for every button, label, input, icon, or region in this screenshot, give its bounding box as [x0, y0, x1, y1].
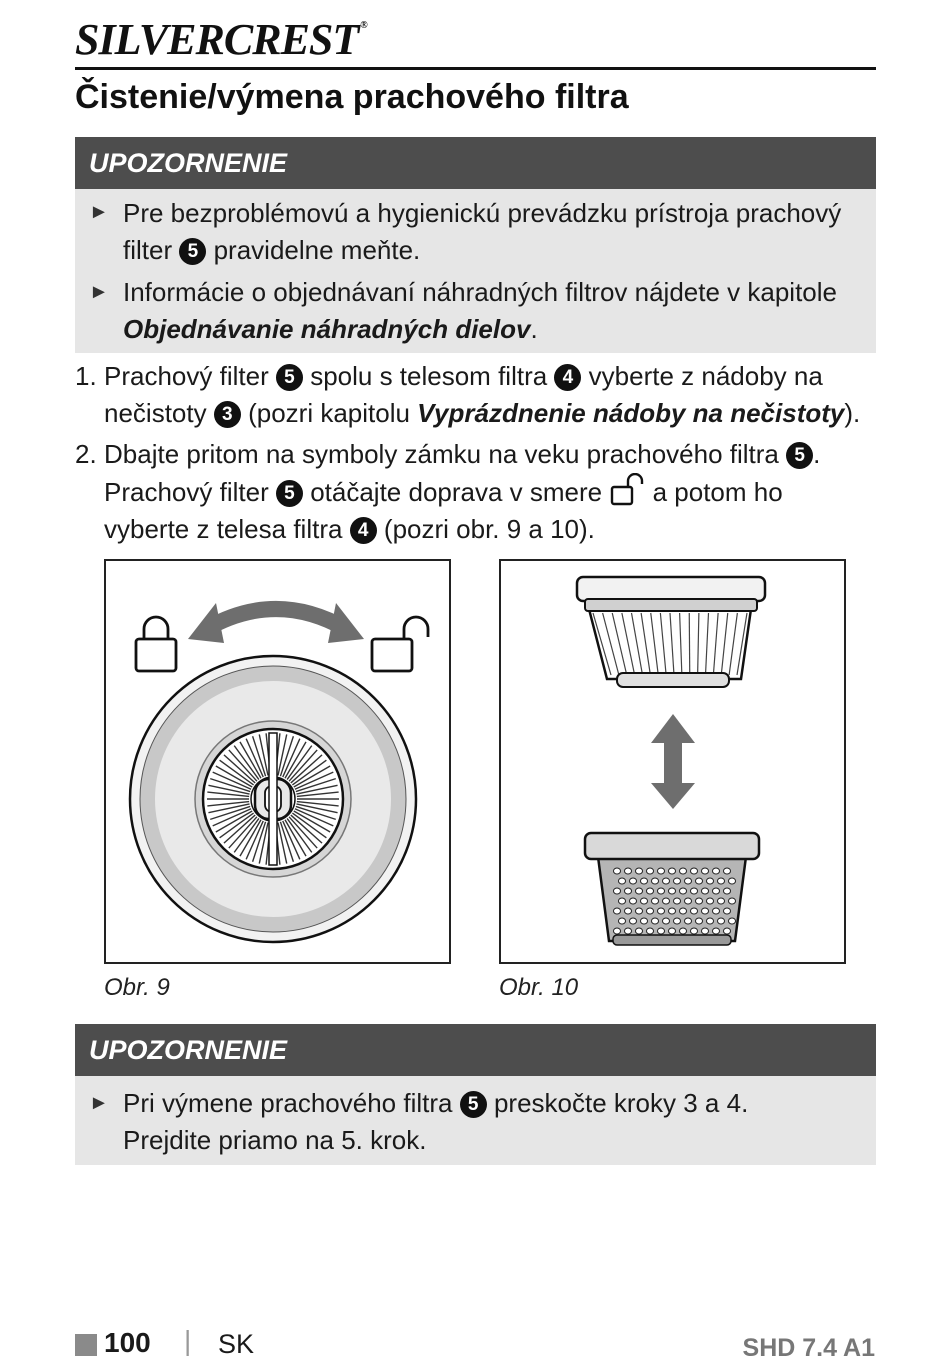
n2b: preskočte kroky 3 a 4. — [493, 1088, 749, 1118]
lock-open-icon — [372, 617, 428, 671]
n2a: Pri výmene prachového filtra — [123, 1088, 453, 1118]
s1d: nečistoty — [104, 398, 207, 428]
footer-square-icon — [75, 1334, 97, 1356]
punct: . — [530, 314, 538, 344]
page-title: Čistenie/výmena prachového filtra — [75, 78, 629, 116]
figure-10-caption: Obr. 10 — [499, 974, 579, 1001]
pleated-filter — [577, 577, 765, 687]
brand-name: SILVERCREST — [75, 15, 359, 64]
notice2-line1 — [123, 1085, 868, 1122]
s1e: (pozri kapitolu — [248, 398, 410, 428]
step1-number: 1. — [75, 361, 97, 391]
page-number: 100 — [104, 1327, 151, 1358]
s1f: ). — [844, 398, 861, 428]
ref-badge-5: 5 — [276, 364, 303, 391]
s2b: . — [813, 439, 821, 469]
s1a: Prachový filter — [104, 361, 269, 391]
step1-line2 — [104, 395, 884, 432]
figure-10 — [499, 559, 846, 964]
arrow-right-head — [328, 603, 364, 643]
step2-line3 — [104, 511, 884, 548]
ref-badge-5: 5 — [276, 480, 303, 507]
filter-housing — [585, 833, 759, 945]
brand-logo — [75, 14, 367, 65]
ref-badge-5: 5 — [460, 1091, 487, 1118]
figure-9-caption: Obr. 9 — [104, 974, 170, 1001]
ref-badge-5: 5 — [179, 238, 206, 265]
notice1-item1-line2 — [123, 232, 868, 269]
step2-line2 — [104, 473, 884, 511]
s2d: otáčajte doprava v smere — [310, 477, 603, 507]
notice1-item1-text: filter — [123, 235, 173, 265]
notice-body-1 — [75, 189, 876, 353]
notice1-item2-line2 — [123, 311, 868, 348]
step1-line1 — [104, 358, 884, 395]
lock-closed-icon — [136, 617, 176, 671]
header-rule — [75, 67, 876, 70]
ref-badge-3: 3 — [214, 401, 241, 428]
ref-badge-5: 5 — [786, 442, 813, 469]
notice1-item1 — [123, 195, 868, 269]
bullet-arrow-icon: ► — [89, 1092, 109, 1114]
bullet-arrow-icon: ► — [89, 201, 109, 223]
s1b: spolu s telesom filtra — [310, 361, 548, 391]
ref-badge-4: 4 — [554, 364, 581, 391]
notice-body-2 — [75, 1076, 876, 1165]
filter-rotation-illustration — [106, 561, 449, 962]
notice2-item — [123, 1085, 868, 1159]
footer-language: SK — [218, 1329, 255, 1359]
s2c: Prachový filter — [104, 477, 269, 507]
footer-separator: | — [184, 1325, 192, 1356]
s2e: a potom ho — [652, 477, 783, 507]
arrow-left-head — [188, 603, 224, 643]
ref-badge-4: 4 — [350, 517, 377, 544]
s2a: Dbajte pritom na symboly zámku na veku prachového filtra — [104, 439, 779, 469]
up-down-arrow — [651, 714, 695, 809]
chapter-link-empty-bin: Vyprázdnenie nádoby na nečistoty — [417, 398, 845, 428]
notice1-item1-text2: pravidelne meňte. — [213, 235, 421, 265]
notice1-item2 — [123, 274, 868, 348]
figure-9 — [104, 559, 451, 964]
s2f: vyberte z telesa filtra — [104, 514, 343, 544]
unlock-icon — [609, 473, 645, 507]
notice1-item1-line1: Pre bezproblémovú a hygienickú prevádzku prístroja prachový — [123, 198, 842, 228]
s1c: vyberte z nádoby na — [588, 361, 823, 391]
registered-mark: ® — [360, 20, 367, 31]
notice-heading-1: UPOZORNENIE — [75, 137, 876, 189]
notice1-item2-line1: Informácie o objednávaní náhradných filtrov nájdete v kapitole — [123, 277, 837, 307]
notice2-line2: Prejdite priamo na 5. krok. — [123, 1125, 427, 1155]
step1-text — [104, 358, 884, 432]
step2-text — [104, 436, 884, 548]
model-number: SHD 7.4 A1 — [742, 1334, 875, 1362]
step2-number: 2. — [75, 439, 97, 469]
bullet-arrow-icon: ► — [89, 281, 109, 303]
chapter-link-spare-parts: Objednávanie náhradných dielov — [123, 314, 531, 344]
step2-line1 — [104, 436, 884, 473]
s2g: (pozri obr. 9 a 10). — [383, 514, 595, 544]
filter-removal-illustration — [501, 561, 844, 962]
notice-heading-2: UPOZORNENIE — [75, 1024, 876, 1076]
